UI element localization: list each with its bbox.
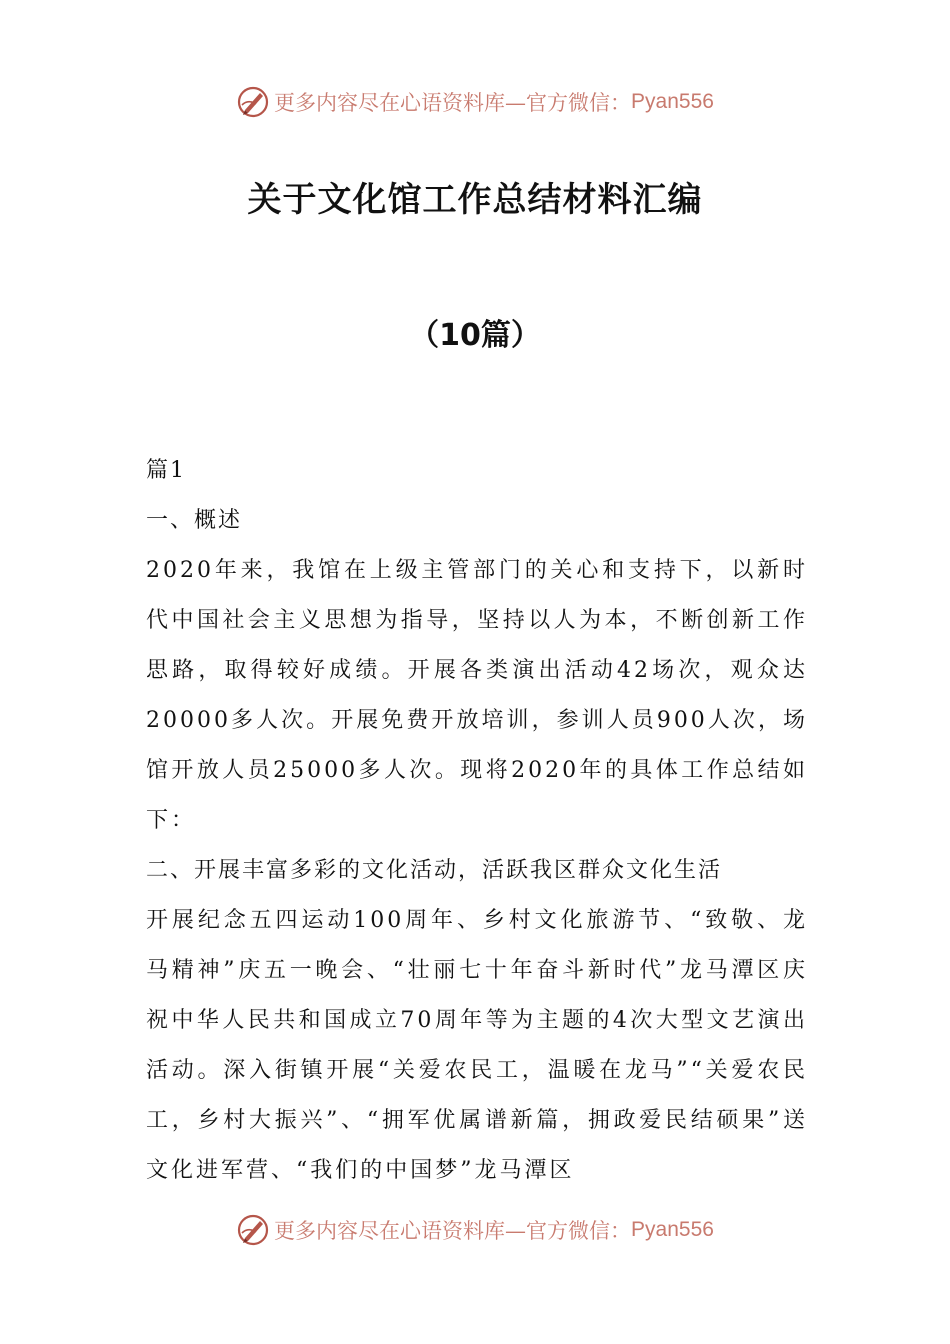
watermark-banner-bottom <box>0 1210 950 1250</box>
body-paragraph: 2020年来，我馆在上级主管部门的关心和支持下，以新时代中国社会主义思想为指导，坚持以人为本，不断创新工作思路，取得较好成绩。开展各类演出活动42场次，观众达20000多人次。开展免费开放培训，参训人员900人次，场馆开放人员25000多人次。现将2020年的具体工作总结如下： <box>146 558 808 833</box>
watermark-banner-top <box>0 82 950 122</box>
watermark-text: 更多内容尽在心语资料库—官方微信： <box>274 91 632 115</box>
section-heading-overview: 一、概述 <box>146 508 243 533</box>
body-paragraph: 开展纪念五四运动100周年、乡村文化旅游节、“致敬、龙马精神”庆五一晚会、“壮丽七十年奋斗新时代”龙马潭区庆祝中华人民共和国成立70周年等为主题的4次大型文艺演出活动。深入街镇开展“关爱农民工，温暖在龙马”“关爱农民工，乡村大振兴”、“拥军优属谱新篇，拥政爱民结硕果”送文化进军营、“我们的中国梦”龙马潭区 <box>146 908 808 1183</box>
section-heading-activities: 二、开展丰富多彩的文化活动，活跃我区群众文化生活 <box>146 858 723 883</box>
watermark-handle: Pyan556 <box>631 1218 714 1241</box>
pen-logo-icon <box>236 85 270 119</box>
pen-logo-icon <box>236 1213 270 1247</box>
watermark-text: 更多内容尽在心语资料库—官方微信： <box>274 1219 632 1243</box>
document-subtitle: （10篇） <box>409 318 541 353</box>
document-title: 关于文化馆工作总结材料汇编 <box>247 180 703 220</box>
watermark-handle: Pyan556 <box>631 90 714 113</box>
document-body <box>146 446 808 1196</box>
section-label: 篇1 <box>146 458 186 483</box>
